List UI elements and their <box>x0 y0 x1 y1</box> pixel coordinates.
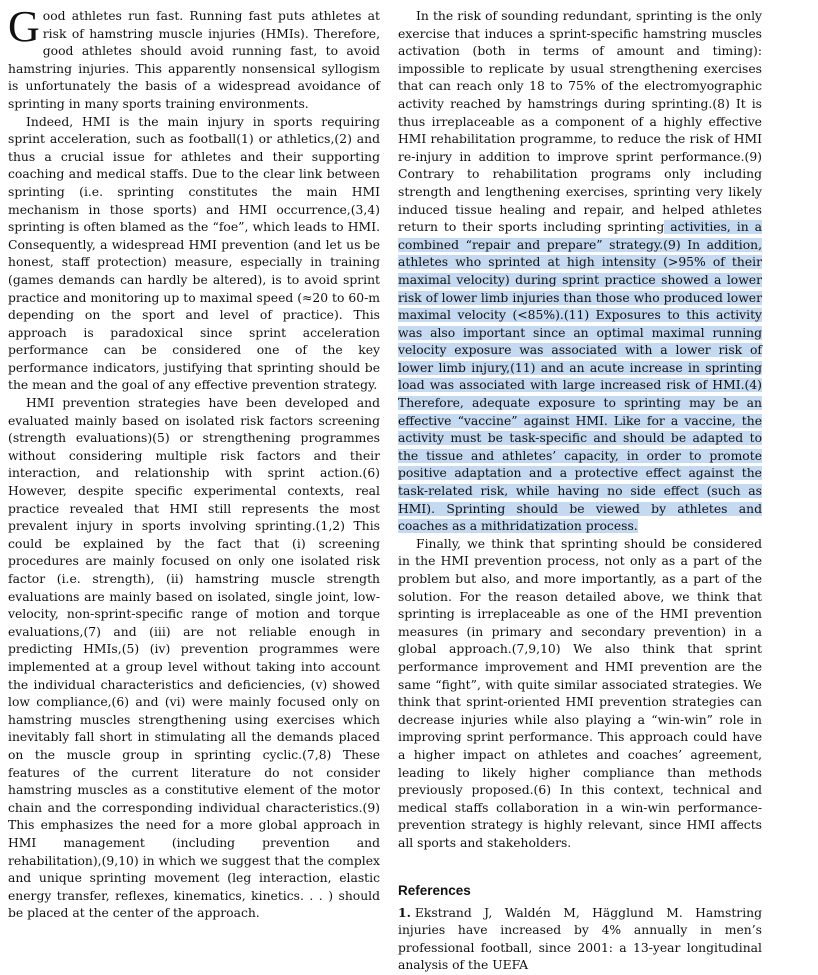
paragraph-conclusion: Finally, we think that sprinting should be considered in the HMI prevention process, not only as a part of the problem but also, and more importantly, as a part of the solution. For the reason detailed above, we think that sprinting is irreplaceable as one of the HMI prevention measures (in primary and secondary prevention) in a global approach.(7,9,10) We also think that sprint performance improvement and HMI prevention are the same “fight”, with quite similar associated strategies. We think that sprint-oriented HMI prevention strategies can decrease injuries while also playing a “win-win” role in improving sprint performance. This approach could have a higher impact on athletes and coaches’ agreement, leading to likely higher compliance than methods previously proposed.(6) In this context, technical and medical staffs collaboration in a win-win performance-prevention strategy is highly relevant, since HMI affects all sports and stakeholders. <box>398 536 762 850</box>
paragraph-intro <box>8 2 380 114</box>
drop-cap: G <box>8 2 40 51</box>
paragraph-hmi-main-injury: Indeed, HMI is the main injury in sports requiring sprint acceleration, such as football(1) or athletics,(2) and thus a crucial issue for athletes and their supporting coaching and medical staffs. Due to the clear link between sprinting (i.e. sprinting constitutes the main HMI mechanism in those sports) and HMI occurrence,(3,4) sprinting is often blamed as the “foe”, which leads to HMI. Consequently, a widespread HMI prevention (and let us be honest, staff protection) measure, especially in training (games demands can hardly be altered), is to avoid sprint practice and monitoring up to maximal speed (≈20 to 60-m depending on the sport and level of practice). This approach is paradoxical since sprint acceleration performance can be considered one of the key performance indicators, justifying that sprinting should be the mean and the goal of any effective prevention strategy. <box>8 114 380 393</box>
reference-item <box>398 904 762 975</box>
reference-number: 1. <box>398 904 411 920</box>
reference-text: Ekstrand J, Waldén M, Hägglund M. Hamstring injuries have increased by 4% annually in men’s professional football, since 2001: a 13-year longitudinal analysis of the UEFA <box>398 905 762 973</box>
paragraph-intro-text: ood athletes run fast. Running fast puts athletes at risk of hamstring muscle injuries (HMIs). Therefore, good athletes should avoid running fast, to avoid hamstring injuries. This apparently nonsensical syllogism is unfortunately the basis of a widespread avoidance of sprinting in many sports training environments. <box>8 9 380 111</box>
paragraph-sprinting-redundant <box>398 8 762 536</box>
paragraph-sprinting-text: In the risk of sounding redundant, sprinting is the only exercise that induces a sprint-specific hamstring muscles activation (both in terms of amount and timing): impossible to replicate by usual strengthening exercises that can reach only 18 to 75% of the electromyographic activity reached by hamstrings during sprinting.(8) It is thus irreplaceable as a component of a highly effective HMI rehabilitation programme, to reduce the risk of HMI re-injury in addition to improve sprint performance.(9) Contrary to rehabilitation programs only including strength and lengthening exercises, sprinting very likely induced tissue healing and repair, and helped athletes return to their sports including sprinting <box>398 9 762 235</box>
right-column <box>398 8 762 975</box>
highlighted-selection[interactable]: activities, in a combined “repair and prepare” strategy.(9) In addition, athletes who sprinted at high intensity (>95% of their maximal velocity) during sprint practice showed a lower risk of lower limb injuries than those who produced lower maximal velocity (<85%).(11) Exposures to this activity was also important since an optimal maximal running velocity exposure was associated with a lower risk of lower limb injury,(11) and an acute increase in sprinting load was associated with large increased risk of HMI.(4) Therefore, adequate exposure to sprinting may be an effective “vaccine” against HMI. Like for a vaccine, the activity must be task-specific and should be adapted to the tissue and athletes’ capacity, in order to promote positive adaptation and a protective effect against the task-related risk, while having no side effect (such as HMI). Sprinting should be viewed by athletes and coaches as a mithridatization process. <box>398 220 763 534</box>
references-heading: References <box>398 882 471 898</box>
left-column <box>8 2 380 923</box>
paragraph-prevention-strategies: HMI prevention strategies have been developed and evaluated mainly based on isolated risk factors screening (strength evaluations)(5) or strengthening programmes without considering multiple risk factors and their interaction, and relationship with sprint action.(6) However, despite specific experimental contexts, real practice revealed that HMI still represents the most prevalent injury in sports involving sprinting.(1,2) This could be explained by the fact that (i) screening procedures are mainly focused on only one isolated risk factor (i.e. strength), (ii) hamstring muscle strength evaluations are mainly based on isolated, single joint, low-velocity, non-sprint-specific range of motion and torque evaluations,(7) and (iii) are not reliable enough in predicting HMIs,(5) (iv) prevention programmes were implemented at a group level without taking into account the individual characteristics and deficiencies, (v) showed low compliance,(6) and (vi) were mainly focused only on hamstring muscles strengthening using exercises which inevitably fall short in stimulating all the demands placed on the muscle group in sprinting cyclic.(7,8) These features of the current literature do not consider hamstring muscles as a constitutive element of the motor chain and the corresponding individual characteristics.(9) This emphasizes the need for a more global approach in HMI management (including prevention and rehabilitation),(9,10) in which we suggest that the complex and unique sprinting movement (leg interaction, elastic energy transfer, reflexes, kinematics, kinetics. . . ) should be placed at the center of the approach. <box>8 396 380 921</box>
